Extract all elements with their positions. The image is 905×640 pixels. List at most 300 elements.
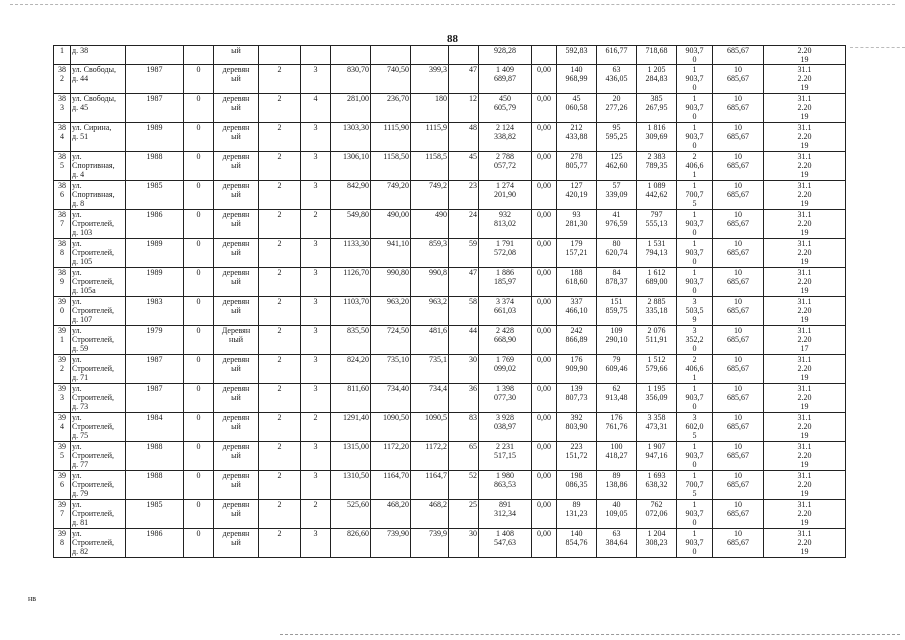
cell-living-area: 724,50: [371, 326, 411, 355]
cell-total-area: 811,60: [331, 384, 371, 413]
cell-total-cost: 3 928 038,97: [479, 413, 532, 442]
cell-zero-value: [532, 46, 557, 65]
cell-wall-material: деревян ый: [214, 65, 259, 94]
cell-residents: 58: [449, 297, 479, 326]
cell-record-number: 39 4: [54, 413, 71, 442]
cell-wear-value: 0: [184, 94, 214, 123]
cell-floors: 2: [259, 268, 301, 297]
cell-total-area: 525,60: [331, 500, 371, 529]
table-row: [54, 529, 846, 558]
cell-address: ул. Сирина, д. 51: [71, 123, 126, 152]
cell-cost-part-a: 212 433,88: [557, 123, 597, 152]
cell-address: ул. Строителей, д. 77: [71, 442, 126, 471]
cell-floors: 2: [259, 384, 301, 413]
cell-total-cost: 1 980 863,53: [479, 471, 532, 500]
cell-tariff-value: 10 685,67: [713, 500, 764, 529]
cell-entrances: 3: [301, 384, 331, 413]
cell-residents: 65: [449, 442, 479, 471]
cell-rate-value: 1 903,7 0: [677, 384, 713, 413]
cell-floors: 2: [259, 94, 301, 123]
cell-living-area: 1158,50: [371, 152, 411, 181]
cell-tariff-value: 10 685,67: [713, 442, 764, 471]
cell-entrances: 2: [301, 500, 331, 529]
table-row: [54, 384, 846, 413]
scan-edge-bottom: [280, 634, 900, 635]
cell-zero-value: 0,00: [532, 297, 557, 326]
cell-total-cost: 1 409 689,87: [479, 65, 532, 94]
cell-cost-part-b: 41 976,59: [597, 210, 637, 239]
cell-due-date: 2.20 19: [764, 46, 846, 65]
cell-address: ул. Строителей, д. 71: [71, 355, 126, 384]
cell-tariff-value: 10 685,67: [713, 297, 764, 326]
cell-cost-part-a: 392 803,90: [557, 413, 597, 442]
cell-cost-part-c: 1 907 947,16: [637, 442, 677, 471]
cell-total-area: 826,60: [331, 529, 371, 558]
cell-total-cost: 928,28: [479, 46, 532, 65]
cell-wear-value: 0: [184, 384, 214, 413]
table-row: [54, 239, 846, 268]
cell-entrances: 2: [301, 413, 331, 442]
cell-residential-area: 490: [411, 210, 449, 239]
cell-residential-area: 1158,5: [411, 152, 449, 181]
cell-residential-area: 963,2: [411, 297, 449, 326]
cell-address: ул. Строителей, д. 79: [71, 471, 126, 500]
cell-residents: 45: [449, 152, 479, 181]
cell-rate-value: 1 903,7 0: [677, 500, 713, 529]
cell-wall-material: деревян ый: [214, 442, 259, 471]
cell-address: ул. Строителей, д. 75: [71, 413, 126, 442]
cell-rate-value: 1 903,7 0: [677, 442, 713, 471]
cell-floors: 2: [259, 210, 301, 239]
cell-zero-value: 0,00: [532, 500, 557, 529]
cell-address: ул. Строителей, д. 105а: [71, 268, 126, 297]
cell-total-area: 549,80: [331, 210, 371, 239]
cell-wall-material: деревян ый: [214, 413, 259, 442]
cell-total-cost: 1 886 185,97: [479, 268, 532, 297]
cell-wear-value: 0: [184, 152, 214, 181]
cell-due-date: 31.1 2.20 19: [764, 384, 846, 413]
cell-tariff-value: 10 685,67: [713, 181, 764, 210]
table-row: [54, 355, 846, 384]
cell-total-area: 830,70: [331, 65, 371, 94]
cell-cost-part-c: 2 885 335,18: [637, 297, 677, 326]
cell-residents: 47: [449, 65, 479, 94]
cell-floors: 2: [259, 65, 301, 94]
cell-living-area: 1172,20: [371, 442, 411, 471]
cell-due-date: 31.1 2.20 19: [764, 210, 846, 239]
cell-wear-value: 0: [184, 65, 214, 94]
footer-mark: нв: [28, 594, 37, 603]
cell-record-number: 38 6: [54, 181, 71, 210]
cell-total-area: 835,50: [331, 326, 371, 355]
cell-zero-value: 0,00: [532, 471, 557, 500]
cell-cost-part-a: 278 805,77: [557, 152, 597, 181]
cell-address: ул. Строителей, д. 107: [71, 297, 126, 326]
cell-living-area: 740,50: [371, 65, 411, 94]
cell-residential-area: 399,3: [411, 65, 449, 94]
cell-due-date: 31.1 2.20 19: [764, 529, 846, 558]
cell-cost-part-c: 2 076 511,91: [637, 326, 677, 355]
cell-residential-area: 739,9: [411, 529, 449, 558]
cell-due-date: 31.1 2.20 19: [764, 500, 846, 529]
cell-zero-value: 0,00: [532, 413, 557, 442]
cell-total-area: 1291,40: [331, 413, 371, 442]
cell-cost-part-c: 1 693 638,32: [637, 471, 677, 500]
cell-zero-value: 0,00: [532, 239, 557, 268]
cell-zero-value: 0,00: [532, 355, 557, 384]
cell-tariff-value: 10 685,67: [713, 326, 764, 355]
cell-floors: 2: [259, 500, 301, 529]
cell-record-number: 38 3: [54, 94, 71, 123]
cell-cost-part-a: 139 807,73: [557, 384, 597, 413]
cell-record-number: 38 5: [54, 152, 71, 181]
cell-entrances: 3: [301, 355, 331, 384]
cell-zero-value: 0,00: [532, 94, 557, 123]
cell-cost-part-c: 1 204 308,23: [637, 529, 677, 558]
table-row: [54, 152, 846, 181]
table-row: [54, 500, 846, 529]
cell-record-number: 38 8: [54, 239, 71, 268]
cell-cost-part-a: 140 968,99: [557, 65, 597, 94]
cell-tariff-value: 10 685,67: [713, 123, 764, 152]
cell-cost-part-b: 79 609,46: [597, 355, 637, 384]
cell-entrances: 3: [301, 268, 331, 297]
cell-residential-area: 859,3: [411, 239, 449, 268]
cell-build-year: 1988: [126, 471, 184, 500]
cell-address: д. 38: [71, 46, 126, 65]
cell-total-cost: 450 605,79: [479, 94, 532, 123]
cell-record-number: 38 2: [54, 65, 71, 94]
cell-cost-part-c: 3 358 473,31: [637, 413, 677, 442]
cell-wear-value: 0: [184, 326, 214, 355]
cell-cost-part-a: 179 157,21: [557, 239, 597, 268]
cell-build-year: 1987: [126, 94, 184, 123]
cell-cost-part-c: 718,68: [637, 46, 677, 65]
cell-rate-value: 1 903,7 0: [677, 239, 713, 268]
cell-cost-part-c: 1 512 579,66: [637, 355, 677, 384]
cell-total-area: 1306,10: [331, 152, 371, 181]
cell-cost-part-a: 188 618,60: [557, 268, 597, 297]
cell-rate-value: 3 352,2 0: [677, 326, 713, 355]
cell-address: ул. Свободы, д. 44: [71, 65, 126, 94]
cell-build-year: 1989: [126, 239, 184, 268]
cell-residents: 52: [449, 471, 479, 500]
cell-due-date: 31.1 2.20 19: [764, 239, 846, 268]
cell-wall-material: деревян ый: [214, 123, 259, 152]
cell-living-area: 468,20: [371, 500, 411, 529]
cell-total-area: 1315,00: [331, 442, 371, 471]
cell-build-year: 1984: [126, 413, 184, 442]
cell-wear-value: 0: [184, 471, 214, 500]
cell-entrances: 3: [301, 65, 331, 94]
cell-cost-part-b: 95 595,25: [597, 123, 637, 152]
cell-living-area: 749,20: [371, 181, 411, 210]
table-row: [54, 297, 846, 326]
cell-build-year: 1989: [126, 123, 184, 152]
cell-residential-area: 1115,9: [411, 123, 449, 152]
cell-wear-value: 0: [184, 181, 214, 210]
table-row: [54, 326, 846, 355]
cell-cost-part-a: 592,83: [557, 46, 597, 65]
cell-wall-material: деревян ый: [214, 181, 259, 210]
cell-wall-material: деревян ый: [214, 355, 259, 384]
cell-wall-material: деревян ый: [214, 384, 259, 413]
cell-rate-value: 3 602,0 5: [677, 413, 713, 442]
cell-zero-value: 0,00: [532, 268, 557, 297]
cell-cost-part-b: 89 138,86: [597, 471, 637, 500]
cell-entrances: [301, 46, 331, 65]
cell-total-cost: 1 769 099,02: [479, 355, 532, 384]
cell-total-area: 824,20: [331, 355, 371, 384]
cell-living-area: 735,10: [371, 355, 411, 384]
cell-residents: 30: [449, 529, 479, 558]
cell-total-area: 1310,50: [331, 471, 371, 500]
cell-wear-value: 0: [184, 442, 214, 471]
cell-residents: 48: [449, 123, 479, 152]
cell-living-area: 1164,70: [371, 471, 411, 500]
cell-rate-value: 2 406,6 1: [677, 152, 713, 181]
cell-wall-material: Деревян ный: [214, 326, 259, 355]
cell-zero-value: 0,00: [532, 442, 557, 471]
cell-cost-part-c: 1 195 356,09: [637, 384, 677, 413]
cell-entrances: 2: [301, 210, 331, 239]
cell-cost-part-b: 100 418,27: [597, 442, 637, 471]
cell-total-cost: 1 274 201,90: [479, 181, 532, 210]
cell-cost-part-b: 62 913,48: [597, 384, 637, 413]
cell-cost-part-b: 57 339,09: [597, 181, 637, 210]
cell-tariff-value: 10 685,67: [713, 152, 764, 181]
cell-wall-material: деревян ый: [214, 239, 259, 268]
cell-cost-part-b: 84 878,37: [597, 268, 637, 297]
cell-entrances: 3: [301, 123, 331, 152]
cell-tariff-value: 10 685,67: [713, 384, 764, 413]
cell-residential-area: [411, 46, 449, 65]
cell-record-number: 39 2: [54, 355, 71, 384]
cell-floors: 2: [259, 471, 301, 500]
cell-wall-material: ый: [214, 46, 259, 65]
cell-total-cost: 2 124 338,82: [479, 123, 532, 152]
cell-total-area: 1303,30: [331, 123, 371, 152]
cell-due-date: 31.1 2.20 19: [764, 123, 846, 152]
cell-wear-value: 0: [184, 413, 214, 442]
cell-total-cost: 932 813,02: [479, 210, 532, 239]
cell-rate-value: 1 700,7 5: [677, 471, 713, 500]
table-body: [54, 46, 846, 558]
cell-living-area: 734,40: [371, 384, 411, 413]
cell-wall-material: деревян ый: [214, 152, 259, 181]
cell-wear-value: 0: [184, 268, 214, 297]
cell-cost-part-b: 20 277,26: [597, 94, 637, 123]
cell-address: ул. Спортивная, д. 8: [71, 181, 126, 210]
cell-build-year: [126, 46, 184, 65]
cell-due-date: 31.1 2.20 19: [764, 94, 846, 123]
cell-living-area: 941,10: [371, 239, 411, 268]
cell-floors: 2: [259, 413, 301, 442]
cell-total-area: 1126,70: [331, 268, 371, 297]
cell-rate-value: 1 903,7 0: [677, 65, 713, 94]
cell-tariff-value: 10 685,67: [713, 268, 764, 297]
cell-build-year: 1988: [126, 442, 184, 471]
cell-floors: 2: [259, 442, 301, 471]
cell-rate-value: 1 903,7 0: [677, 123, 713, 152]
cell-total-area: 1133,30: [331, 239, 371, 268]
cell-living-area: 236,70: [371, 94, 411, 123]
cell-residents: 47: [449, 268, 479, 297]
cell-rate-value: 1 903,7 0: [677, 210, 713, 239]
cell-cost-part-c: 1 612 689,00: [637, 268, 677, 297]
cell-entrances: 3: [301, 529, 331, 558]
cell-living-area: 739,90: [371, 529, 411, 558]
table-row: [54, 65, 846, 94]
cell-cost-part-b: 616,77: [597, 46, 637, 65]
cell-record-number: 1: [54, 46, 71, 65]
cell-residential-area: 734,4: [411, 384, 449, 413]
cell-due-date: 31.1 2.20 17: [764, 326, 846, 355]
cell-total-cost: 2 788 057,72: [479, 152, 532, 181]
cell-residents: [449, 46, 479, 65]
cell-wall-material: деревян ый: [214, 210, 259, 239]
cell-rate-value: 3 503,5 9: [677, 297, 713, 326]
cell-entrances: 3: [301, 181, 331, 210]
cell-wall-material: деревян ый: [214, 268, 259, 297]
cell-build-year: 1987: [126, 65, 184, 94]
cell-cost-part-a: 337 466,10: [557, 297, 597, 326]
cell-total-area: [331, 46, 371, 65]
scan-edge-right: [850, 47, 905, 48]
cell-total-cost: 2 231 517,15: [479, 442, 532, 471]
cell-total-cost: 1 398 077,30: [479, 384, 532, 413]
cell-total-cost: 2 428 668,90: [479, 326, 532, 355]
cell-record-number: 38 7: [54, 210, 71, 239]
cell-cost-part-b: 109 290,10: [597, 326, 637, 355]
cell-wear-value: 0: [184, 529, 214, 558]
cell-tariff-value: 10 685,67: [713, 471, 764, 500]
cell-residential-area: 1090,5: [411, 413, 449, 442]
cell-record-number: 39 5: [54, 442, 71, 471]
cell-residents: 12: [449, 94, 479, 123]
cell-cost-part-c: 1 089 442,62: [637, 181, 677, 210]
cell-record-number: 39 7: [54, 500, 71, 529]
cell-rate-value: 2 406,6 1: [677, 355, 713, 384]
table-row: [54, 210, 846, 239]
cell-zero-value: 0,00: [532, 384, 557, 413]
cell-address: ул. Строителей, д. 103: [71, 210, 126, 239]
cell-due-date: 31.1 2.20 19: [764, 471, 846, 500]
cell-tariff-value: 10 685,67: [713, 210, 764, 239]
cell-cost-part-b: 80 620,74: [597, 239, 637, 268]
cell-cost-part-b: 151 859,75: [597, 297, 637, 326]
cell-cost-part-b: 63 436,05: [597, 65, 637, 94]
cell-residents: 24: [449, 210, 479, 239]
cell-cost-part-b: 63 384,64: [597, 529, 637, 558]
cell-rate-value: 903,7 0: [677, 46, 713, 65]
cell-wear-value: 0: [184, 500, 214, 529]
cell-record-number: 39 1: [54, 326, 71, 355]
cell-due-date: 31.1 2.20 19: [764, 181, 846, 210]
cell-living-area: 1090,50: [371, 413, 411, 442]
cell-record-number: 39 0: [54, 297, 71, 326]
cell-cost-part-a: 242 866,89: [557, 326, 597, 355]
cell-residential-area: 180: [411, 94, 449, 123]
cell-total-cost: 1 791 572,08: [479, 239, 532, 268]
cell-build-year: 1986: [126, 210, 184, 239]
cell-record-number: 39 3: [54, 384, 71, 413]
table-row-continued: [54, 46, 846, 65]
cell-cost-part-a: 93 281,30: [557, 210, 597, 239]
cell-floors: 2: [259, 123, 301, 152]
cell-rate-value: 1 903,7 0: [677, 268, 713, 297]
cell-due-date: 31.1 2.20 19: [764, 152, 846, 181]
cell-wall-material: деревян ый: [214, 471, 259, 500]
cell-tariff-value: 685,67: [713, 46, 764, 65]
cell-cost-part-c: 1 531 794,13: [637, 239, 677, 268]
cell-residents: 23: [449, 181, 479, 210]
cell-floors: 2: [259, 355, 301, 384]
cell-cost-part-b: 40 109,05: [597, 500, 637, 529]
cell-zero-value: 0,00: [532, 326, 557, 355]
cell-tariff-value: 10 685,67: [713, 65, 764, 94]
cell-cost-part-a: 176 909,90: [557, 355, 597, 384]
cell-record-number: 39 8: [54, 529, 71, 558]
cell-build-year: 1983: [126, 297, 184, 326]
cell-cost-part-b: 176 761,76: [597, 413, 637, 442]
table-row: [54, 94, 846, 123]
cell-tariff-value: 10 685,67: [713, 355, 764, 384]
cell-entrances: 3: [301, 297, 331, 326]
table-row: [54, 442, 846, 471]
cell-floors: 2: [259, 239, 301, 268]
cell-build-year: 1979: [126, 326, 184, 355]
cell-tariff-value: 10 685,67: [713, 413, 764, 442]
cell-address: ул. Строителей, д. 73: [71, 384, 126, 413]
housing-registry-table: [53, 45, 846, 558]
cell-living-area: 1115,90: [371, 123, 411, 152]
cell-wear-value: 0: [184, 210, 214, 239]
cell-total-area: 1103,70: [331, 297, 371, 326]
cell-residential-area: 749,2: [411, 181, 449, 210]
cell-address: ул. Свободы, д. 45: [71, 94, 126, 123]
cell-address: ул. Строителей, д. 82: [71, 529, 126, 558]
cell-total-area: 842,90: [331, 181, 371, 210]
cell-floors: 2: [259, 529, 301, 558]
cell-residential-area: 990,8: [411, 268, 449, 297]
cell-residents: 30: [449, 355, 479, 384]
cell-cost-part-a: 89 131,23: [557, 500, 597, 529]
cell-living-area: 490,00: [371, 210, 411, 239]
cell-total-cost: 1 408 547,63: [479, 529, 532, 558]
cell-cost-part-a: 127 420,19: [557, 181, 597, 210]
cell-address: ул. Строителей, д. 59: [71, 326, 126, 355]
cell-zero-value: 0,00: [532, 210, 557, 239]
cell-living-area: [371, 46, 411, 65]
cell-build-year: 1987: [126, 355, 184, 384]
cell-floors: [259, 46, 301, 65]
cell-address: ул. Спортивная, д. 4: [71, 152, 126, 181]
cell-residential-area: 1172,2: [411, 442, 449, 471]
cell-build-year: 1989: [126, 268, 184, 297]
table-row: [54, 123, 846, 152]
cell-residents: 83: [449, 413, 479, 442]
scan-edge-top: [10, 4, 895, 5]
page-number: 88: [447, 33, 458, 45]
cell-due-date: 31.1 2.20 19: [764, 442, 846, 471]
cell-due-date: 31.1 2.20 19: [764, 65, 846, 94]
cell-entrances: 3: [301, 239, 331, 268]
cell-due-date: 31.1 2.20 19: [764, 268, 846, 297]
cell-rate-value: 1 700,7 5: [677, 181, 713, 210]
cell-rate-value: 1 903,7 0: [677, 94, 713, 123]
cell-zero-value: 0,00: [532, 152, 557, 181]
